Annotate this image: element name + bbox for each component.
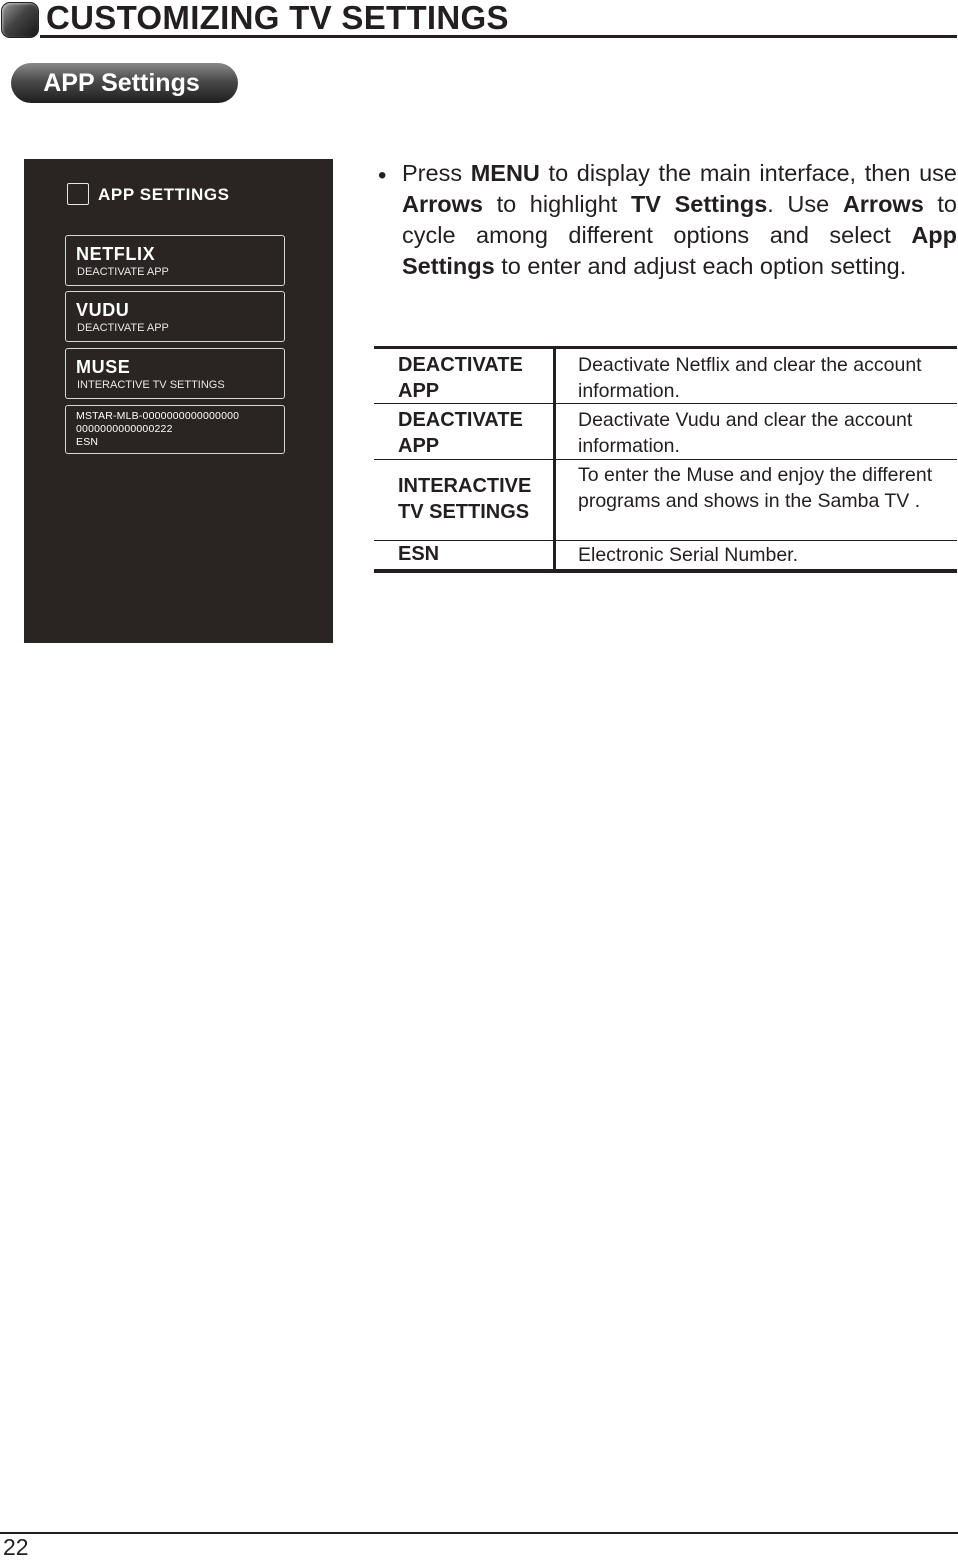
table-setting-cell: INTERACTIVE TV SETTINGS (398, 475, 532, 523)
instruction-part: to cycle among different options and select (402, 191, 957, 248)
table-setting-cell: DEACTIVATE APP (398, 409, 523, 457)
checkbox-icon (67, 183, 89, 205)
tv-menu-item-title: MUSE (76, 357, 131, 377)
tv-menu-item-subtitle: DEACTIVATE APP (77, 266, 169, 278)
section-label: APP Settings (11, 63, 238, 103)
tv-menu-item-vudu (65, 291, 285, 342)
tv-menu-item-subtitle: INTERACTIVE TV SETTINGS (77, 379, 225, 391)
tv-menu-item-netflix (65, 235, 285, 286)
table-row (374, 541, 957, 570)
tv-menu-item-muse (65, 348, 285, 399)
table-description-cell: Deactivate Netflix and clear the account information. (578, 354, 922, 402)
instruction-emphasis: App Settings (402, 222, 957, 279)
instruction-part: to highlight (482, 191, 631, 217)
table-row (374, 404, 957, 460)
table-row (374, 460, 957, 541)
instruction-part: . Use (767, 191, 843, 217)
tv-menu-item-subtitle: DEACTIVATE APP (77, 322, 169, 334)
table-setting-cell: DEACTIVATE APP (398, 354, 523, 402)
instruction-emphasis: Arrows (402, 191, 483, 217)
page-title: CUSTOMIZING TV SETTINGS (46, 0, 509, 36)
bullet-icon: • (378, 162, 387, 189)
table-description-cell: Deactivate Vudu and clear the account information. (578, 409, 913, 457)
instruction-part: to display the main interface, then use (539, 160, 957, 186)
instruction-emphasis: TV Settings (630, 191, 768, 217)
esn-line: 0000000000000222 (76, 423, 173, 435)
instruction-part: Press (402, 160, 471, 186)
esn-label: ESN (76, 436, 99, 448)
table-description-cell: Electronic Serial Number. (578, 544, 799, 566)
table-row (374, 349, 957, 404)
header-icon (1, 2, 39, 38)
instruction-part: to enter and adjust each option setting. (494, 253, 907, 279)
settings-table (374, 346, 957, 573)
footer-rule (0, 1532, 958, 1534)
column-divider (553, 349, 556, 570)
tv-menu-item-title: VUDU (76, 300, 130, 320)
tv-menu-item-title: NETFLIX (76, 244, 156, 264)
tv-menu-heading: APP SETTINGS (98, 185, 230, 204)
title-rule (40, 35, 957, 38)
instruction-emphasis: Arrows (842, 191, 924, 217)
instruction-emphasis: MENU (470, 160, 540, 186)
page-number: 22 (3, 1534, 29, 1560)
tv-screen-illustration (24, 159, 333, 643)
table-description-cell: To enter the Muse and enjoy the different programs and shows in the Samba TV . (578, 464, 933, 512)
instruction-text (402, 158, 957, 282)
table-setting-cell: ESN (398, 543, 440, 565)
esn-line: MSTAR-MLB-0000000000000000 (76, 410, 240, 422)
tv-menu-item-esn (65, 405, 285, 454)
